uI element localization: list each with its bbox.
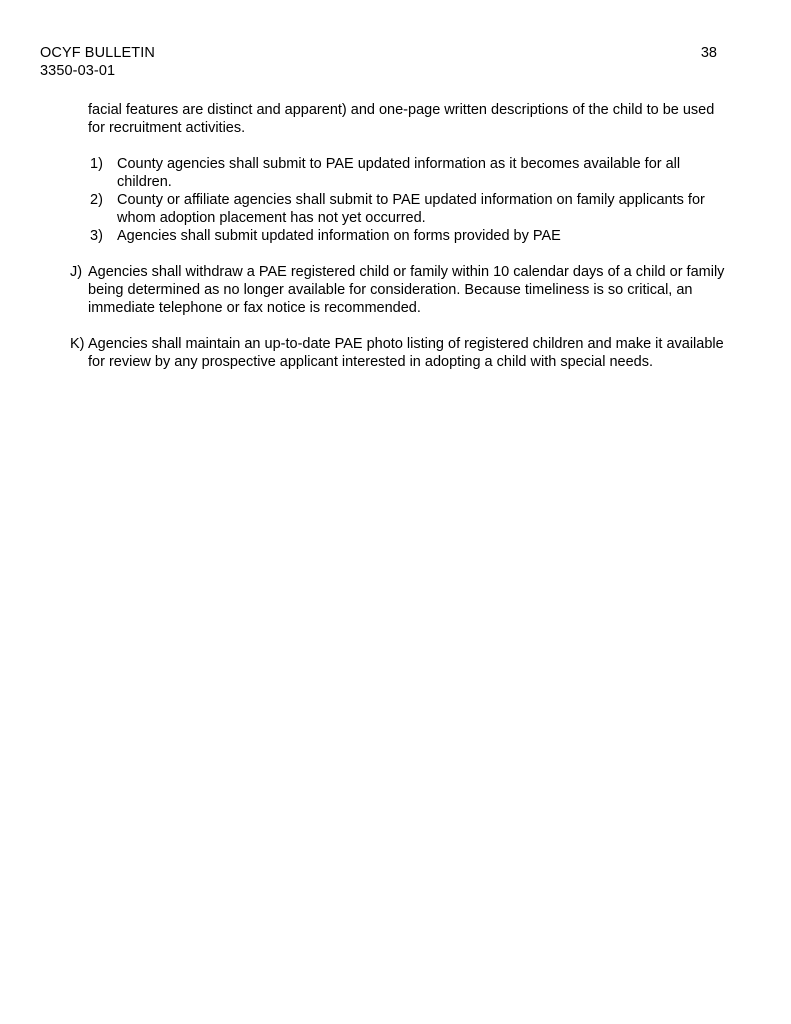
lettered-paragraph-k	[0, 335, 791, 371]
list-item-text: County or affiliate agencies shall submit to PAE updated information on family applicants for whom adoption placement has not yet occurred.	[117, 192, 705, 226]
lettered-paragraph-text: Agencies shall maintain an up-to-date PAE photo listing of registered children and make it available for review by any prospective applicant interested in adopting a child with special needs.	[88, 336, 724, 370]
lettered-marker: J)	[70, 264, 83, 280]
header-top-row	[40, 44, 717, 62]
list-item	[0, 191, 791, 227]
lettered-paragraph-text: Agencies shall withdraw a PAE registered child or family within 10 calendar days of a child or family being determined as no longer available for consideration. Because timeliness is so critical, an immediate telephone or fax notice is recommended.	[88, 264, 725, 316]
page-header	[40, 44, 717, 80]
list-item-marker: 3)	[90, 228, 103, 244]
list-item-text: County agencies shall submit to PAE updated information as it becomes available for all children.	[117, 156, 681, 190]
document-number: 3350-03-01	[40, 63, 116, 79]
list-item-marker: 1)	[90, 156, 103, 172]
document-title: OCYF BULLETIN	[40, 45, 155, 61]
list-item	[0, 155, 791, 191]
list-item-marker: 2)	[90, 192, 103, 208]
document-body	[0, 101, 791, 389]
lettered-paragraph-j	[0, 263, 791, 317]
numbered-list	[0, 155, 791, 245]
list-item	[0, 227, 791, 245]
intro-paragraph: facial features are distinct and apparent) and one-page written descriptions of the child to be used for recruitment activities.	[88, 102, 715, 136]
lettered-marker: K)	[70, 336, 85, 352]
list-item-text: Agencies shall submit updated information on forms provided by PAE	[117, 228, 561, 244]
page-number: 38	[700, 45, 717, 61]
